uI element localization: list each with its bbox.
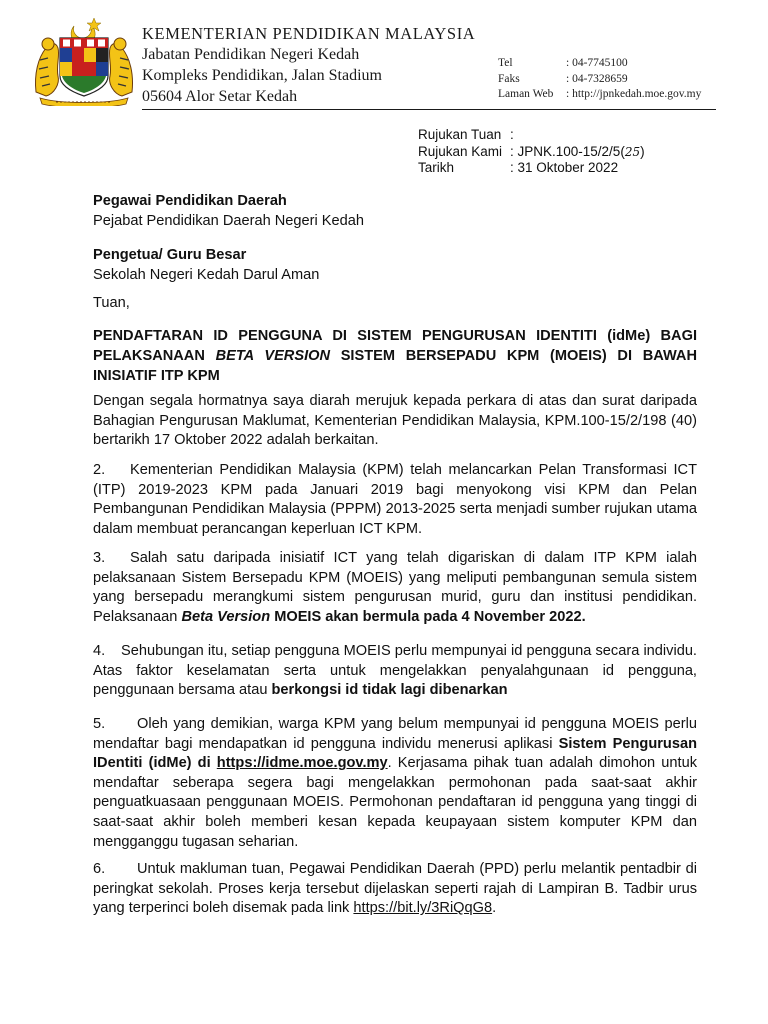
contact-value: : 04-7745100 <box>566 57 628 69</box>
contact-label: Laman Web <box>498 88 554 100</box>
reference-block <box>418 127 645 177</box>
paragraph-3: 3. Salah satu daripada inisiatif ICT yang telah digariskan di dalam ITP KPM ialah pelaksanaan Sistem Bersepadu KPM (MOEIS) yang meliputi pembangunan semula sistem yang bersepadu merangkumi sistem pengurusan murid, guru dan institusi pendidikan. Pelaksanaan Beta Version MOEIS akan bermula pada 4 November 2022. <box>93 550 697 625</box>
prohibition-emphasis: berkongsi id tidak lagi dibenarkan <box>271 682 508 699</box>
recipient-2 <box>93 246 697 285</box>
recipient-title: Pegawai Pendidikan Daerah <box>93 193 287 209</box>
reference-value: : 31 Oktober 2022 <box>510 160 619 175</box>
paragraph-5: 5. Oleh yang demikian, warga KPM yang belum mempunyai id pengguna MOEIS perlu mendaftar bagi mendapatkan id pengguna individu menerusi aplikasi Sistem Pengurusan IDentiti (idMe) di https://idme.moe.gov.my. Kerjasama pihak tuan adalah dimohon untuk mendaftar seberapa segera bagi mengelakkan permohonan pada saat-saat akhir penguatkuasaan penggunaan MOEIS. Permohonan pendaftaran id pengguna yang tinggi di saat-saat akhir boleh memberi kesan kepada keupayaan sistem komputer KPM dan mengganggu tugasan seharian. <box>93 716 697 850</box>
reference-label: Rujukan Tuan <box>418 127 502 142</box>
letter-subject <box>93 326 697 386</box>
postcode-city: 05604 Alor Setar Kedah <box>142 88 298 105</box>
paragraph-1: Dengan segala hormatnya saya diarah merujuk kepada perkara di atas dan surat daripada Bahagian Pengurusan Maklumat, Kementerian Pendidikan Malaysia, KPM.100-15/2/198 (40) bertarikh 17 Oktober 2022 adalah berkaitan. <box>93 393 697 449</box>
idme-link[interactable]: https://idme.moe.gov.my <box>216 755 388 772</box>
coat-of-arms-icon <box>30 14 138 106</box>
letterhead-organisation <box>142 24 475 107</box>
reference-label: Tarikh <box>418 160 455 175</box>
letterhead-contact <box>498 56 701 103</box>
bitly-link[interactable]: https://bit.ly/3RiQqG8 <box>353 900 493 917</box>
paragraph-6: 6. Untuk makluman tuan, Pegawai Pendidikan Daerah (PPD) perlu melantik pentadbir di peringkat sekolah. Proses kerja tersebut dijelaskan seperti rajah di Lampiran B. Tadbir urus yang terperinci boleh disemak pada link https://bit.ly/3RiQqG8. <box>93 861 697 917</box>
paragraph-2: 2. Kementerian Pendidikan Malaysia (KPM) telah melancarkan Pelan Transformasi ICT (ITP) 2019-2023 KPM pada Januari 2019 bagi menyokong visi KPM dan Pelan Pembangunan Pendidikan Malaysia (PPPM) 2013-2025 serta menjadi sumber rujukan utama dalam membuat perancangan keperluan ICT KPM. <box>93 462 697 537</box>
contact-value: : 04-7328659 <box>566 72 628 85</box>
reference-value: : <box>510 127 514 142</box>
recipient-subtitle: Sekolah Negeri Kedah Darul Aman <box>93 266 320 283</box>
contact-value[interactable]: : http://jpnkedah.moe.gov.my <box>566 88 702 100</box>
handwritten-number: 25 <box>624 144 641 159</box>
subject-line: PELAKSANAAN BETA VERSION SISTEM BERSEPADU KPM (MOEIS) DI BAWAH <box>93 348 698 364</box>
paragraph-number: 5. <box>93 716 106 732</box>
letterhead-divider <box>142 109 716 110</box>
reference-row-date <box>418 160 645 177</box>
recipient-subtitle: Pejabat Pendidikan Daerah Negeri Kedah <box>93 212 364 229</box>
paragraph-number: 6. <box>93 861 106 877</box>
contact-label: Tel <box>498 57 513 69</box>
contact-tel <box>498 56 701 72</box>
beta-version-emphasis: Beta Version <box>181 608 271 625</box>
contact-website <box>498 87 701 103</box>
reference-row-kami <box>418 144 645 161</box>
recipient-title: Pengetua/ Guru Besar <box>93 247 247 263</box>
system-name-emphasis: Sistem Pengurusan IDentiti (idMe) di <box>93 735 697 772</box>
paragraph-number: 3. <box>93 550 106 566</box>
paragraph-number: 4. <box>93 643 106 659</box>
reference-value: : JPNK.100-15/2/5(25) <box>510 143 645 159</box>
contact-label: Faks <box>498 72 520 85</box>
contact-fax <box>498 72 701 88</box>
paragraph-4: 4. Sehubungan itu, setiap pengguna MOEIS perlu mempunyai id pengguna secara individu. Atas faktor keselamatan serta untuk mengelakkan penyalahgunaan id pengguna, penggunaan bersama atau berkongsi id tidak lagi dibenarkan <box>93 643 697 699</box>
reference-label: Rujukan Kami <box>418 143 503 159</box>
address-line: Kompleks Pendidikan, Jalan Stadium <box>142 67 382 84</box>
ministry-name: KEMENTERIAN PENDIDIKAN MALAYSIA <box>142 24 476 43</box>
subject-line: PENDAFTARAN ID PENGGUNA DI SISTEM PENGURUSAN IDENTITI (idMe) BAGI <box>93 328 697 344</box>
recipient-1 <box>93 192 697 231</box>
subject-line: INISIATIF ITP KPM <box>93 368 220 384</box>
subject-emphasis: BETA VERSION <box>215 348 331 364</box>
launch-date-emphasis: MOEIS akan bermula pada 4 November 2022. <box>270 608 586 625</box>
reference-row-tuan <box>418 127 645 144</box>
department-name: Jabatan Pendidikan Negeri Kedah <box>142 46 360 63</box>
paragraph-number: 2. <box>93 462 106 478</box>
salutation: Tuan, <box>93 295 130 311</box>
